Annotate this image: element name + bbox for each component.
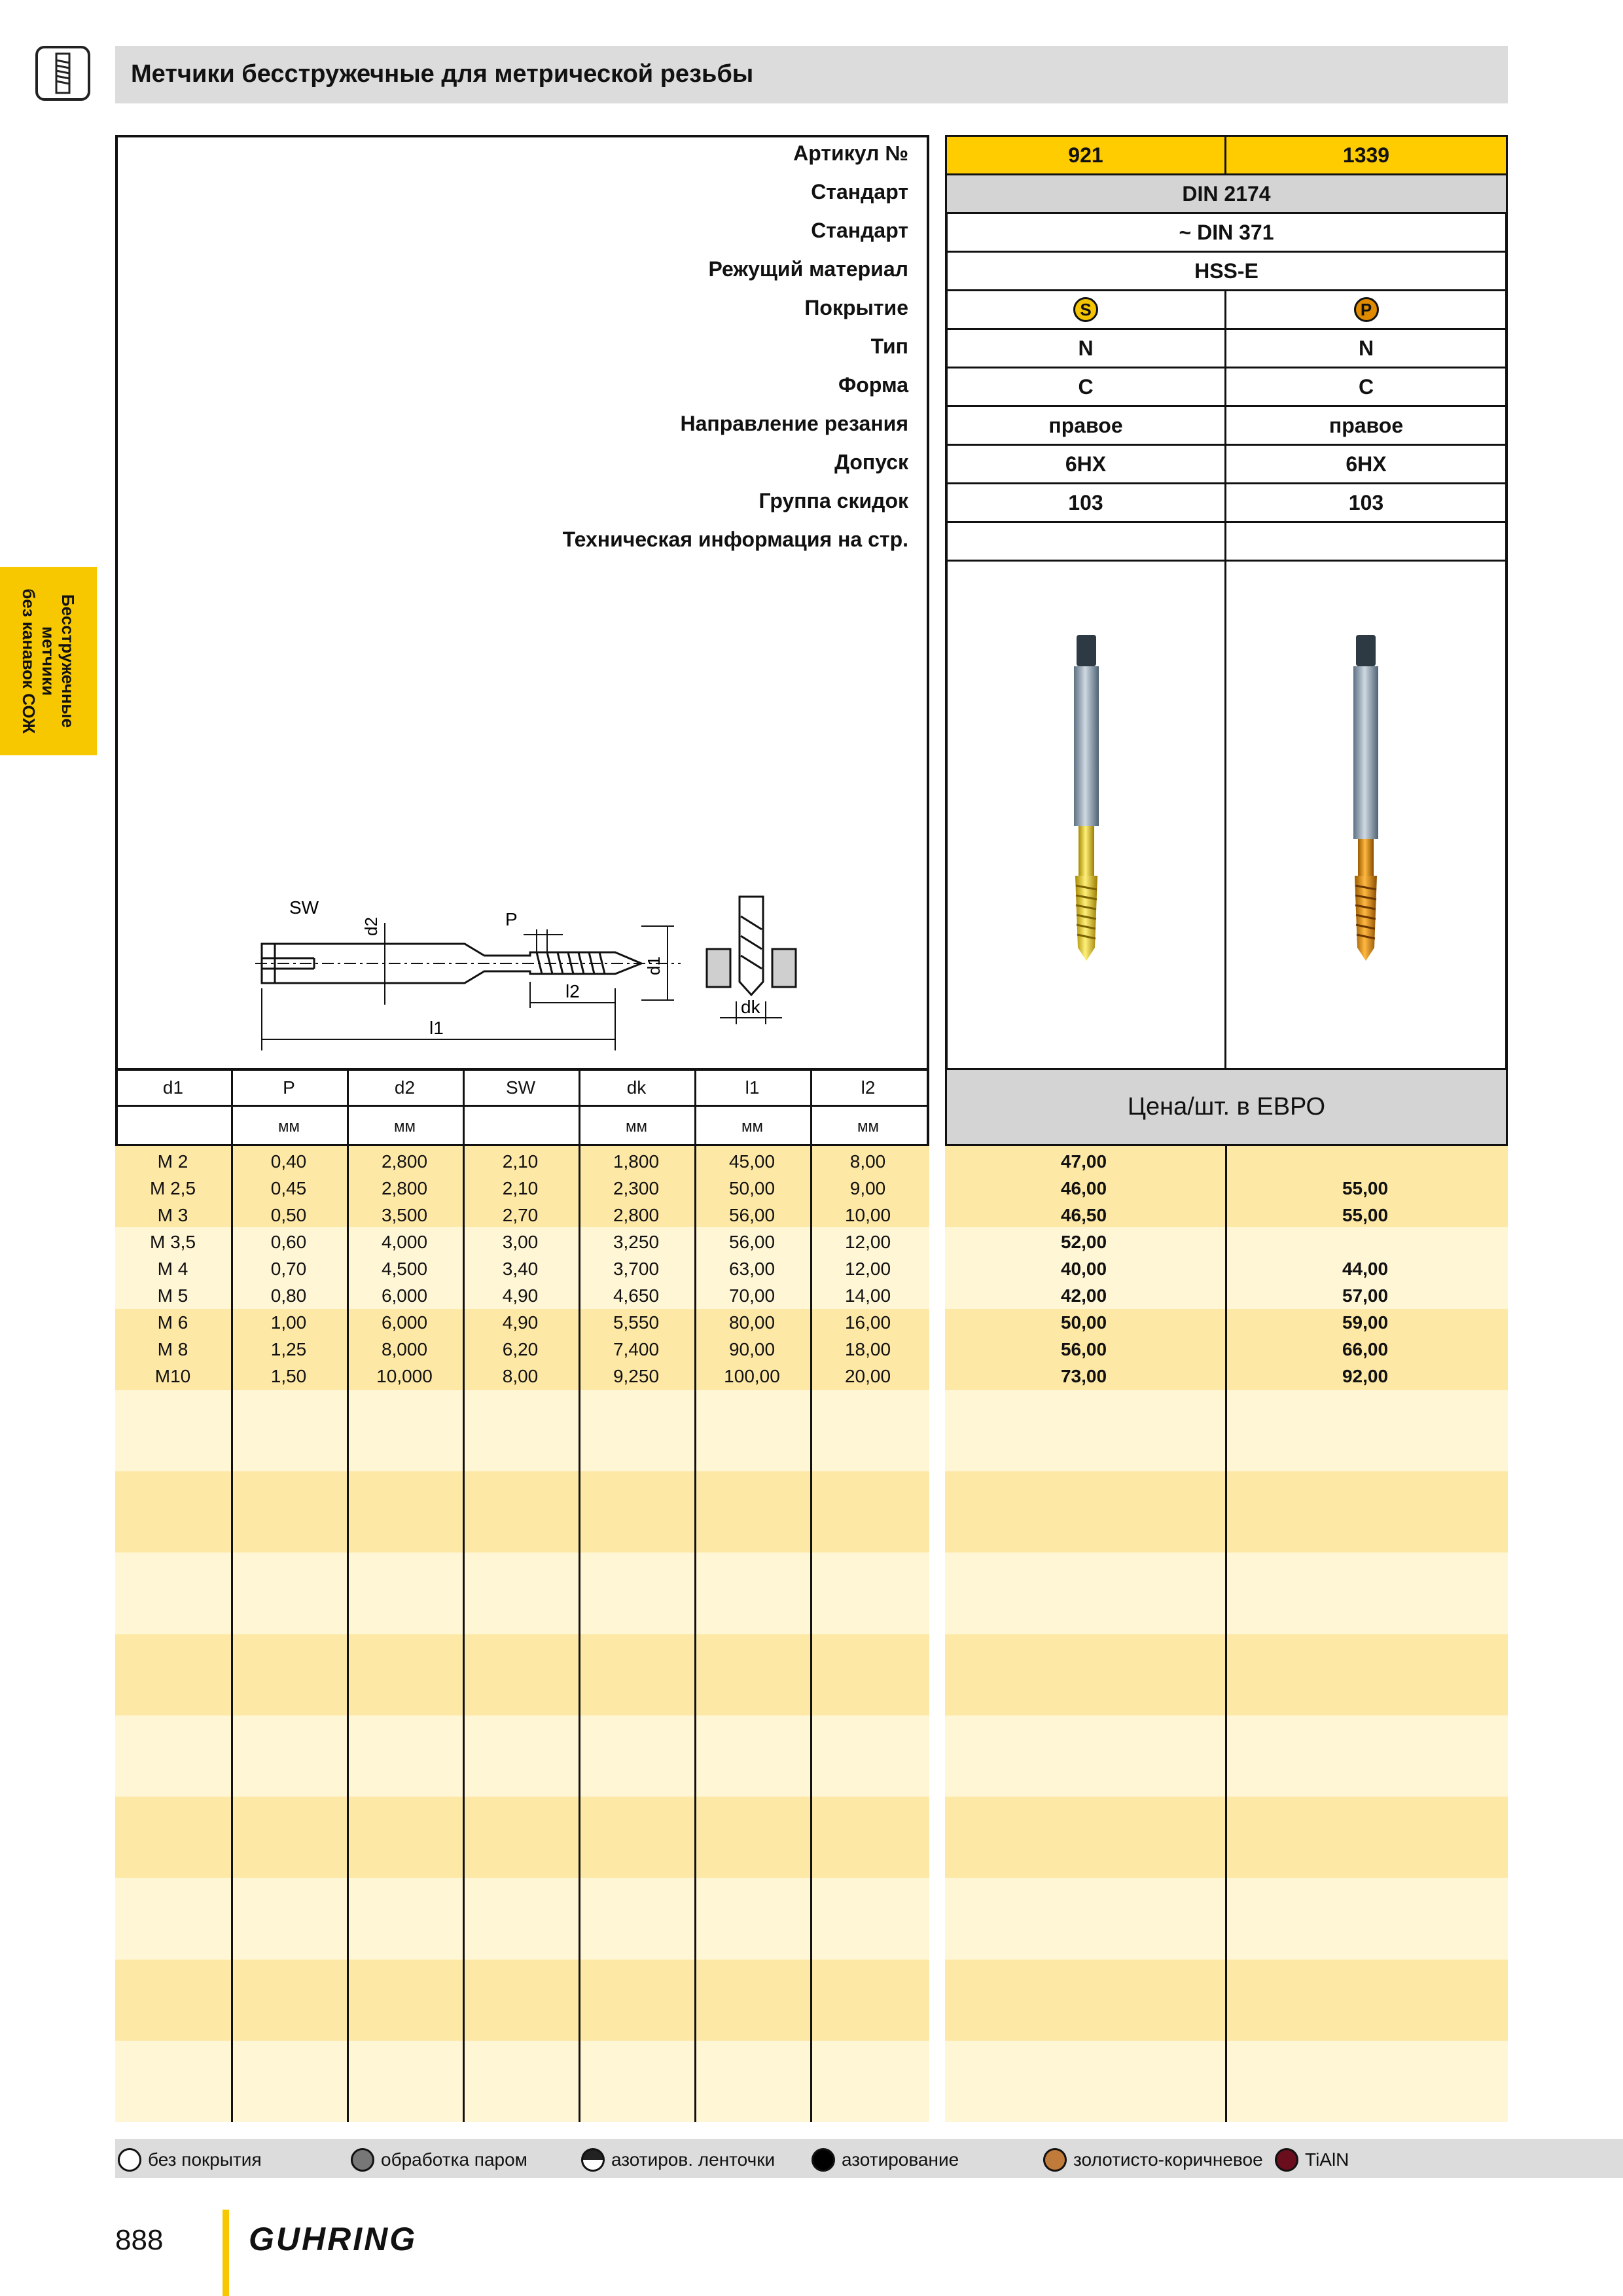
- cell-d2: 4,000: [381, 1232, 428, 1252]
- cell-l2: 12,00: [844, 1259, 891, 1279]
- col-header-d1: d1: [162, 1077, 184, 1098]
- tolerance-921: 6HX: [945, 444, 1226, 484]
- cell-l1: 56,00: [728, 1232, 776, 1252]
- cell-d2: 2,800: [381, 1178, 428, 1198]
- discount-921: 103: [945, 482, 1226, 523]
- side-tab[interactable]: [0, 567, 97, 755]
- coating-legend: [115, 2139, 1623, 2178]
- tialn-icon: [1275, 2148, 1298, 2172]
- tap-icon: [35, 46, 90, 101]
- legend-item-gold-brown: золотисто-коричневое: [1043, 2148, 1263, 2172]
- cell-l1: 45,00: [728, 1151, 776, 1172]
- tolerance-1339: 6HX: [1224, 444, 1508, 484]
- cell-p: 0,80: [270, 1285, 307, 1306]
- price-header: Цена/шт. в ЕВРО: [945, 1068, 1508, 1146]
- table-row[interactable]: [115, 1256, 929, 1283]
- cell-dk: 5,550: [613, 1312, 660, 1333]
- direction-921: правое: [945, 405, 1226, 446]
- col-header-d2: d2: [394, 1077, 416, 1098]
- cell-d1: M 2,5: [149, 1178, 196, 1198]
- table-body: [115, 1146, 929, 2122]
- form-1339: C: [1224, 367, 1508, 407]
- price-row[interactable]: [945, 1149, 1508, 1175]
- label-l2: l2: [565, 981, 580, 1001]
- price-row[interactable]: [945, 1310, 1508, 1336]
- label-d1: d1: [644, 956, 664, 975]
- footer-divider: [223, 2210, 229, 2296]
- cell-p: 0,70: [270, 1259, 307, 1279]
- cell-dk: 7,400: [613, 1339, 660, 1359]
- col-header-l1: l1: [745, 1077, 760, 1098]
- col-divider: [694, 1068, 696, 1146]
- cell-d1: M 4: [157, 1259, 188, 1279]
- cell-dk: 3,250: [613, 1232, 660, 1252]
- col-divider: [579, 1068, 580, 1146]
- cell-d1: M 3: [157, 1205, 188, 1225]
- cell-d2: 2,800: [381, 1151, 428, 1172]
- table-row[interactable]: [115, 1175, 929, 1202]
- price-row[interactable]: [945, 1336, 1508, 1363]
- cell-d1: M 6: [157, 1312, 188, 1333]
- legend-item-nitride: азотирование: [812, 2148, 959, 2172]
- price-row[interactable]: [945, 1283, 1508, 1310]
- cell-p: 1,50: [270, 1366, 307, 1386]
- cell-dk: 4,650: [613, 1285, 660, 1306]
- table-row[interactable]: [115, 1149, 929, 1175]
- table-header: [115, 1068, 929, 1146]
- label-standard: Стандарт: [811, 180, 908, 204]
- direction-1339: правое: [1224, 405, 1508, 446]
- label-sw: SW: [289, 897, 319, 918]
- row-band: [115, 1390, 929, 1471]
- row-band: [115, 1715, 929, 1797]
- page-number: 888: [115, 2224, 164, 2256]
- col-divider: [810, 1068, 812, 1146]
- cell-l1: 63,00: [728, 1259, 776, 1279]
- cell-d2: 6,000: [381, 1285, 428, 1306]
- label-dk: dk: [741, 997, 760, 1017]
- label-article: Артикул №: [793, 141, 908, 165]
- table-row[interactable]: [115, 1336, 929, 1363]
- cell-d2: 3,500: [381, 1205, 428, 1225]
- label-p: P: [505, 909, 518, 929]
- label-form: Форма: [838, 373, 908, 397]
- cell-p: 0,40: [270, 1151, 307, 1172]
- table-row[interactable]: [115, 1363, 929, 1390]
- standard-din371: ~ DIN 371: [945, 212, 1508, 253]
- label-standard-2: Стандарт: [811, 219, 908, 242]
- type-921: N: [945, 328, 1226, 368]
- price-921: 40,00: [1060, 1259, 1107, 1279]
- cell-sw: 3,00: [502, 1232, 539, 1252]
- cell-p: 0,45: [270, 1178, 307, 1198]
- cell-sw: 4,90: [502, 1312, 539, 1333]
- cell-l1: 90,00: [728, 1339, 776, 1359]
- col-header-dk: dk: [626, 1077, 647, 1098]
- price-921: 50,00: [1060, 1312, 1107, 1333]
- header-border: [115, 1068, 929, 1146]
- label-tech-info: Техническая информация на стр.: [562, 528, 908, 551]
- cell-sw: 3,40: [502, 1259, 539, 1279]
- title-bar: [115, 46, 1508, 103]
- col-header-l2: l2: [861, 1077, 876, 1098]
- uncoated-icon: [118, 2148, 141, 2172]
- cell-d2: 4,500: [381, 1259, 428, 1279]
- price-1339: 57,00: [1342, 1285, 1389, 1306]
- col-header-p: P: [283, 1077, 295, 1098]
- cell-l1: 80,00: [728, 1312, 776, 1333]
- cell-p: 1,25: [270, 1339, 307, 1359]
- price-row[interactable]: [945, 1229, 1508, 1256]
- spec-labels: [118, 135, 908, 567]
- cell-l2: 18,00: [844, 1339, 891, 1359]
- cell-l2: 8,00: [849, 1151, 886, 1172]
- price-921: 56,00: [1060, 1339, 1107, 1359]
- article-921[interactable]: 921: [945, 135, 1226, 175]
- cell-sw: 6,20: [502, 1339, 539, 1359]
- cell-l2: 14,00: [844, 1285, 891, 1306]
- cell-dk: 2,800: [613, 1205, 660, 1225]
- cell-l1: 100,00: [724, 1366, 780, 1386]
- row-band: [115, 1634, 929, 1715]
- brand-logo: GUHRING: [249, 2221, 418, 2257]
- coating-s-cell: [945, 289, 1226, 330]
- col-divider: [463, 1068, 465, 1146]
- cell-sw: 8,00: [502, 1366, 539, 1386]
- cell-p: 1,00: [270, 1312, 307, 1333]
- cell-l2: 16,00: [844, 1312, 891, 1333]
- coating-p-icon: P: [1354, 297, 1379, 322]
- row-band: [115, 1797, 929, 1878]
- price-921: 46,00: [1060, 1178, 1107, 1198]
- standard-din2174: DIN 2174: [945, 173, 1508, 214]
- table-row[interactable]: [115, 1202, 929, 1229]
- cell-sw: 2,10: [502, 1178, 539, 1198]
- cell-sw: 2,10: [502, 1151, 539, 1172]
- cell-l2: 9,00: [849, 1178, 886, 1198]
- product-image-921: [945, 560, 1226, 1070]
- cell-sw: 4,90: [502, 1285, 539, 1306]
- price-921: 46,50: [1060, 1205, 1107, 1225]
- price-1339: 44,00: [1342, 1259, 1389, 1279]
- col-divider: [231, 1068, 233, 1146]
- label-l1: l1: [429, 1018, 444, 1038]
- steam-icon: [351, 2148, 374, 2172]
- land-nitride-icon: [581, 2148, 605, 2172]
- form-921: C: [945, 367, 1226, 407]
- price-row[interactable]: [945, 1175, 1508, 1202]
- cell-d1: M 3,5: [149, 1232, 196, 1252]
- cell-p: 0,50: [270, 1205, 307, 1225]
- legend-item-land-nitride: азотиров. ленточки: [581, 2148, 775, 2172]
- legend-item-tialn: TiAlN: [1275, 2148, 1349, 2172]
- discount-1339: 103: [1224, 482, 1508, 523]
- col-unit-l2: мм: [857, 1118, 879, 1136]
- legend-item-uncoated: без покрытия: [118, 2148, 262, 2172]
- table-row[interactable]: [115, 1283, 929, 1310]
- price-row[interactable]: [945, 1202, 1508, 1229]
- cell-dk: 2,300: [613, 1178, 660, 1198]
- table-row[interactable]: [115, 1310, 929, 1336]
- price-row[interactable]: [945, 1363, 1508, 1390]
- cell-sw: 2,70: [502, 1205, 539, 1225]
- cell-d2: 8,000: [381, 1339, 428, 1359]
- page-title: Метчики бесстружечные для метрической резьбы: [131, 60, 754, 88]
- price-1339: 59,00: [1342, 1312, 1389, 1333]
- side-tab-label: Бесстружечные метчики без канавок СОЖ: [19, 588, 78, 734]
- cell-d2: 10,000: [376, 1366, 433, 1386]
- table-row[interactable]: [115, 1229, 929, 1256]
- col-unit-l1: мм: [741, 1118, 763, 1136]
- col-unit-d2: мм: [394, 1118, 416, 1136]
- cell-l1: 50,00: [728, 1178, 776, 1198]
- price-row[interactable]: [945, 1256, 1508, 1283]
- label-tolerance: Допуск: [834, 450, 908, 474]
- cell-p: 0,60: [270, 1232, 307, 1252]
- row-band: [115, 2041, 929, 2122]
- col-unit-dk: мм: [626, 1118, 647, 1136]
- cell-l2: 10,00: [844, 1205, 891, 1225]
- cell-d1: M 2: [157, 1151, 188, 1172]
- label-d2: d2: [361, 917, 381, 936]
- cell-l2: 20,00: [844, 1366, 891, 1386]
- type-1339: N: [1224, 328, 1508, 368]
- price-1339: 66,00: [1342, 1339, 1389, 1359]
- cell-l1: 56,00: [728, 1205, 776, 1225]
- nitride-icon: [812, 2148, 835, 2172]
- label-type: Тип: [870, 334, 908, 358]
- price-921: 52,00: [1060, 1232, 1107, 1252]
- techinfo-1339[interactable]: [1224, 521, 1508, 562]
- cell-d1: M10: [154, 1366, 191, 1386]
- price-921: 42,00: [1060, 1285, 1107, 1306]
- label-coating: Покрытие: [804, 296, 908, 319]
- cell-d2: 6,000: [381, 1312, 428, 1333]
- coating-p-cell: [1224, 289, 1508, 330]
- tap-drawing: [249, 890, 798, 1060]
- col-divider: [347, 1068, 349, 1146]
- price-921: 47,00: [1060, 1151, 1107, 1172]
- row-band: [115, 1878, 929, 1959]
- row-band: [115, 1471, 929, 1552]
- product-image-1339: [1224, 560, 1508, 1070]
- cell-dk: 9,250: [613, 1366, 660, 1386]
- col-unit-p: мм: [278, 1118, 300, 1136]
- gold-brown-icon: [1043, 2148, 1067, 2172]
- price-921: 73,00: [1060, 1366, 1107, 1386]
- cell-d1: M 8: [157, 1339, 188, 1359]
- techinfo-921[interactable]: [945, 521, 1226, 562]
- label-material: Режущий материал: [708, 257, 908, 281]
- coating-s-icon: S: [1073, 297, 1098, 322]
- row-band: [115, 1552, 929, 1634]
- price-1339: 92,00: [1342, 1366, 1389, 1386]
- article-1339[interactable]: 1339: [1224, 135, 1508, 175]
- label-discount-group: Группа скидок: [758, 489, 908, 512]
- legend-item-steam: обработка паром: [351, 2148, 527, 2172]
- label-direction: Направление резания: [680, 412, 908, 435]
- cell-d1: M 5: [157, 1285, 188, 1306]
- cell-l1: 70,00: [728, 1285, 776, 1306]
- material-value: HSS-E: [945, 251, 1508, 291]
- price-1339: 55,00: [1342, 1178, 1389, 1198]
- cell-dk: 3,700: [613, 1259, 660, 1279]
- row-band: [115, 1960, 929, 2041]
- col-header-sw: SW: [505, 1077, 536, 1098]
- cell-l2: 12,00: [844, 1232, 891, 1252]
- price-body: [945, 1146, 1508, 2122]
- price-1339: 55,00: [1342, 1205, 1389, 1225]
- cell-dk: 1,800: [613, 1151, 660, 1172]
